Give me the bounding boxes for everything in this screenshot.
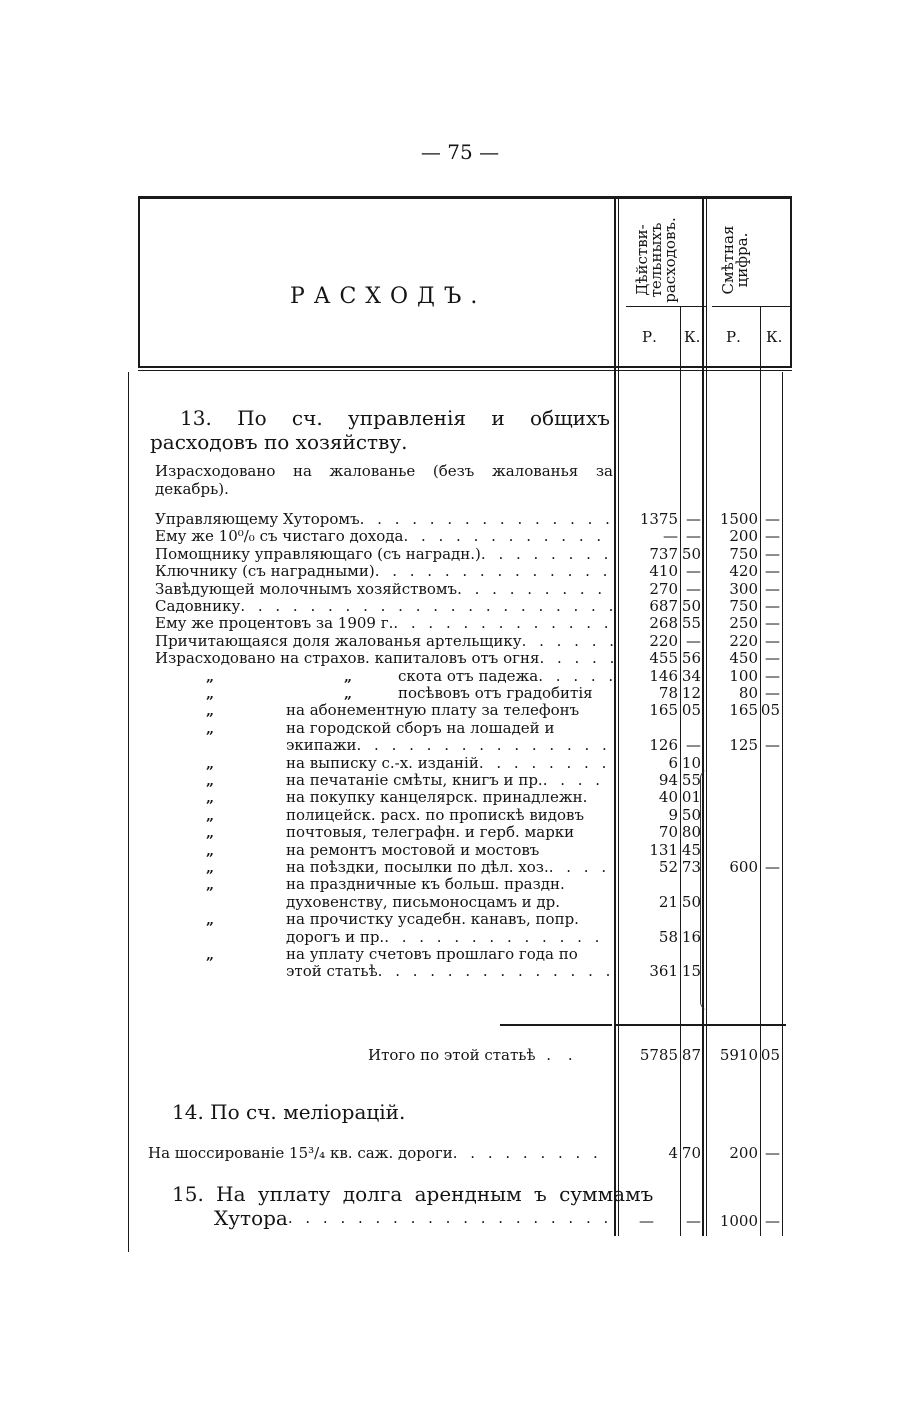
total-actual-rubles: 5785 <box>639 1046 678 1064</box>
actual-rubles: 220 <box>649 632 678 650</box>
budget-kopecks: — <box>765 736 780 754</box>
actual-kopecks: 55 <box>681 614 701 632</box>
budget-kopecks: — <box>765 545 780 563</box>
header-actual-expenses: Дѣйстви- тельныхъ расходовъ. <box>633 217 679 303</box>
actual-kopecks: 15 <box>681 962 701 980</box>
actual-rubles: 70 <box>658 823 678 841</box>
s14-actual-rubles: 4 <box>668 1144 678 1162</box>
row-label: на поѣздки, посылки по дѣл. хоз. . . . <box>286 858 612 876</box>
actual-rubles: — <box>663 527 678 545</box>
actual-kopecks: 45 <box>681 841 701 859</box>
section-14-row-label: На шоссированіе 15³/₄ кв. саж. дороги . . . <box>148 1144 610 1162</box>
header-budget-figure: Смѣтная цифра. <box>719 225 751 295</box>
row-label: скота отъ падежа . . . <box>398 667 612 685</box>
col-rule-a <box>614 196 616 1236</box>
actual-rubles: 94 <box>658 771 678 789</box>
ditto-mark: „ <box>206 773 215 789</box>
table-title: РАСХОДЪ. <box>290 284 487 309</box>
row-label: на выписку с.-х. изданій . . . <box>286 754 612 772</box>
row-label: Помощнику управляющаго (съ наградн.) . . . <box>155 545 613 563</box>
table-top-rule <box>138 196 792 199</box>
total-budget-kopecks: 05 <box>760 1046 780 1064</box>
budget-kopecks: — <box>765 562 780 580</box>
col-rule-a2 <box>618 196 619 1236</box>
actual-rubles: 737 <box>649 545 678 563</box>
row-label: на прочистку усадебн. канавъ, попр. <box>286 910 579 928</box>
text-left-rule <box>128 372 129 1252</box>
budget-rubles: 600 <box>729 858 758 876</box>
actual-rubles: 1375 <box>639 510 678 528</box>
s14-budget-kopecks: — <box>765 1144 780 1162</box>
section-15-heading-line1: 15. На уплату долга арендным ъ суммамъ <box>172 1182 654 1206</box>
budget-rubles: 300 <box>729 580 758 598</box>
budget-rubles: 750 <box>729 597 758 615</box>
actual-rubles: 361 <box>649 962 678 980</box>
s15-budget-kopecks: — <box>765 1212 780 1230</box>
actual-kopecks: 50 <box>681 545 701 563</box>
actual-rubles: 126 <box>649 736 678 754</box>
ditto-mark: „ <box>206 877 215 893</box>
unit-rubles-actual: Р. <box>642 328 657 346</box>
unit-kopecks-actual: К. <box>684 328 701 346</box>
total-rule-actual <box>614 1024 706 1026</box>
ditto-mark: „ <box>206 860 215 876</box>
budget-rubles: 220 <box>729 632 758 650</box>
actual-kopecks: 80 <box>681 823 701 841</box>
budget-rubles: 450 <box>729 649 758 667</box>
ditto-mark: „ <box>206 843 215 859</box>
row-label: дорогъ и пр. . . . <box>286 928 612 946</box>
actual-rubles: 6 <box>668 754 678 772</box>
section-13-subheading: Израсходовано на жалованье (безъ жалованья за декабрь). <box>155 462 613 498</box>
actual-kopecks: 05 <box>681 701 701 719</box>
actual-kopecks: 50 <box>681 806 701 824</box>
actual-kopecks: 73 <box>681 858 701 876</box>
budget-rubles: 750 <box>729 545 758 563</box>
row-label: на ремонтъ мостовой и мостовъ <box>286 841 540 859</box>
row-label: духовенству, письмоносцамъ и др. <box>286 893 561 911</box>
ditto-mark: „ <box>206 825 215 841</box>
actual-kopecks: — <box>686 562 701 580</box>
budget-kopecks: — <box>765 858 780 876</box>
budget-group-brace <box>700 770 711 1010</box>
ditto-mark: „ <box>344 686 353 702</box>
budget-rubles: 200 <box>729 527 758 545</box>
budget-kopecks: — <box>765 684 780 702</box>
budget-rubles: 1500 <box>719 510 758 528</box>
actual-rubles: 268 <box>649 614 678 632</box>
unit-kopecks-budget: К. <box>766 328 783 346</box>
actual-kopecks: — <box>686 580 701 598</box>
ditto-mark: „ <box>206 703 215 719</box>
actual-rubles: 270 <box>649 580 678 598</box>
ditto-mark: „ <box>206 669 215 685</box>
budget-rubles: 250 <box>729 614 758 632</box>
budget-rubles: 165 <box>729 701 758 719</box>
actual-kopecks: 55 <box>681 771 701 789</box>
actual-kopecks: 34 <box>681 667 701 685</box>
actual-rubles: 455 <box>649 649 678 667</box>
page-number: — 75 — <box>420 140 500 164</box>
actual-kopecks: 16 <box>681 928 701 946</box>
actual-kopecks: 01 <box>681 788 701 806</box>
actual-kopecks: — <box>686 736 701 754</box>
actual-kopecks: 50 <box>681 893 701 911</box>
ditto-mark: „ <box>206 721 215 737</box>
s15-budget-rubles: 1000 <box>719 1212 758 1230</box>
col-rule-e <box>782 372 783 1236</box>
section-14-heading: 14. По сч. меліорацій. <box>172 1100 406 1124</box>
row-label: Израсходовано на страхов. капиталовъ отъ огня . . . <box>155 649 613 667</box>
total-budget-rubles: 5910 <box>719 1046 758 1064</box>
row-label: посѣвовъ отъ градобитія <box>398 684 593 702</box>
table-left-rule <box>138 196 140 368</box>
row-label: на покупку канцелярск. принадлежн. <box>286 788 588 806</box>
col-rule-c <box>702 196 704 1236</box>
budget-kopecks: — <box>765 527 780 545</box>
row-label: на уплату счетовъ прошлаго года по <box>286 945 578 963</box>
total-rule-budget <box>706 1024 786 1026</box>
actual-rubles: 9 <box>668 806 678 824</box>
budget-kopecks: — <box>765 614 780 632</box>
row-label: Ему же 10⁰/₀ съ чистаго дохода . . . <box>155 527 613 545</box>
actual-rubles: 52 <box>658 858 678 876</box>
row-label: Ему же процентовъ за 1909 г. . . . <box>155 614 613 632</box>
ditto-mark: „ <box>206 912 215 928</box>
col-rule-d <box>760 306 761 1236</box>
actual-rubles: 40 <box>658 788 678 806</box>
row-label: Ключнику (съ наградными) . . . <box>155 562 613 580</box>
row-label: почтовыя, телеграфн. и герб. марки <box>286 823 575 841</box>
budget-kopecks: — <box>765 597 780 615</box>
table-right-rule <box>790 196 792 368</box>
actual-kopecks: 56 <box>681 649 701 667</box>
budget-kopecks: — <box>765 580 780 598</box>
ditto-mark: „ <box>206 756 215 772</box>
unit-rubles-budget: Р. <box>726 328 741 346</box>
actual-kopecks: — <box>686 632 701 650</box>
row-label: Управляющему Хуторомъ . . . <box>155 510 613 528</box>
row-label: на праздничные къ больш. праздн. <box>286 875 565 893</box>
row-label: на абонементную плату за телефонъ <box>286 701 580 719</box>
s14-budget-rubles: 200 <box>729 1144 758 1162</box>
row-label: на городской сборъ на лошадей и <box>286 719 555 737</box>
actual-kopecks: 50 <box>681 597 701 615</box>
actual-rubles: 687 <box>649 597 678 615</box>
budget-rubles: 420 <box>729 562 758 580</box>
actual-rubles: 165 <box>649 701 678 719</box>
actual-rubles: 78 <box>658 684 678 702</box>
row-label: экипажи . . . <box>286 736 612 754</box>
row-label: этой статьѣ . . . <box>286 962 612 980</box>
actual-rubles: 58 <box>658 928 678 946</box>
actual-rubles: 21 <box>658 893 678 911</box>
ditto-mark: „ <box>206 686 215 702</box>
row-label: Садовнику . . . <box>155 597 613 615</box>
actual-kopecks: 12 <box>681 684 701 702</box>
actual-rubles: 410 <box>649 562 678 580</box>
budget-kopecks: — <box>765 510 780 528</box>
s15-actual-rubles: — <box>639 1212 654 1230</box>
section-13-heading: 13. По сч. управленія и общихъ расходовъ по хозяйству. <box>150 406 610 454</box>
row-label: Завѣдующей молочнымъ хозяйствомъ . . . <box>155 580 613 598</box>
ditto-mark: „ <box>206 808 215 824</box>
header-bottom-rule <box>138 366 792 368</box>
row-label: полицейск. расх. по пропискѣ видовъ <box>286 806 585 824</box>
budget-rubles: 125 <box>729 736 758 754</box>
actual-rubles: 146 <box>649 667 678 685</box>
row-label: Причитающаяся доля жалованья артельщику . . . <box>155 632 613 650</box>
s14-actual-kopecks: 70 <box>681 1144 701 1162</box>
ditto-mark: „ <box>206 947 215 963</box>
total-label: Итого по этой статьѣ . . <box>368 1046 579 1064</box>
budget-rubles: 80 <box>738 684 758 702</box>
section-15-heading-line2: Хутора . . . <box>214 1206 610 1230</box>
actual-rubles: 131 <box>649 841 678 859</box>
header-bottom-rule-2 <box>138 370 792 371</box>
total-rule-text <box>500 1024 612 1026</box>
s15-actual-kopecks: — <box>686 1212 701 1230</box>
budget-kopecks: — <box>765 632 780 650</box>
total-actual-kopecks: 87 <box>681 1046 701 1064</box>
budget-rubles: 100 <box>729 667 758 685</box>
budget-kopecks: 05 <box>760 701 780 719</box>
budget-kopecks: — <box>765 649 780 667</box>
actual-kopecks: — <box>686 510 701 528</box>
ditto-mark: „ <box>344 669 353 685</box>
ditto-mark: „ <box>206 790 215 806</box>
actual-kopecks: 10 <box>681 754 701 772</box>
row-label: на печатаніе смѣты, книгъ и пр. . . . <box>286 771 612 789</box>
units-rule-budget <box>712 306 790 307</box>
budget-kopecks: — <box>765 667 780 685</box>
actual-kopecks: — <box>686 527 701 545</box>
